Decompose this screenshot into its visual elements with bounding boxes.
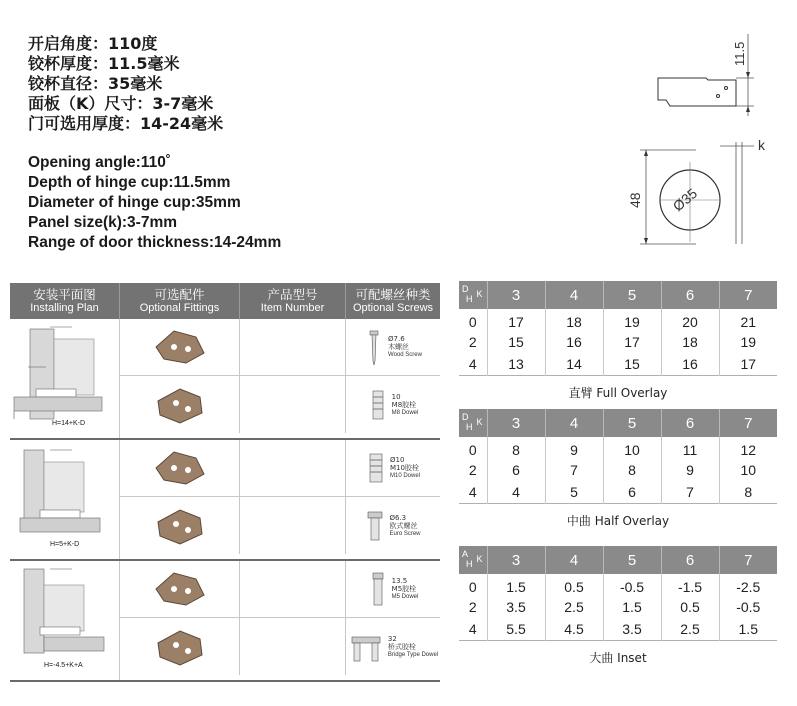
cup-depth-label: 11.5 (732, 41, 747, 66)
fitting-row (120, 319, 440, 376)
installing-plan-drawing (10, 561, 120, 680)
col-k-6: 6 (661, 281, 719, 309)
mounting-plate-image (120, 497, 240, 554)
screw-dim: 32 (387, 634, 397, 643)
table-row: 4 13 14 15 16 17 (459, 353, 777, 375)
table-corner: A H K (459, 546, 487, 574)
screw-name-cn: M5胶栓 (391, 585, 417, 593)
screw-dim: Ø7.6 (388, 335, 405, 343)
cup-top-drawing (620, 132, 780, 257)
item-number-cell (240, 440, 346, 496)
fitting-row (120, 497, 440, 554)
table-row: 4 5.5 4.5 3.5 2.5 1.5 (459, 618, 777, 640)
specs-english (28, 153, 281, 253)
mounting-plate-image (120, 618, 240, 675)
table-row: 2 3.5 2.5 1.5 0.5 -0.5 (459, 596, 777, 618)
inset-table (459, 546, 777, 666)
spec-cup-diameter-cn: 铰杯直径：35毫米 (28, 74, 163, 93)
header-optional-screws: 可配螺丝种类 Optional Screws (352, 286, 434, 314)
spec-door-thickness: Range of door thickness:14-24mm (28, 234, 282, 251)
fittings-table-header (10, 283, 440, 319)
formula-label: H=14+K-D (52, 420, 86, 427)
col-k-7: 7 (719, 409, 777, 437)
formula-label: H=-4.5+K+A (44, 662, 83, 669)
table-row: 0 17 18 19 20 21 (459, 309, 777, 331)
screw-name-en: M8 Dowel (391, 409, 419, 416)
table-row: 2 6 7 8 9 10 (459, 459, 777, 481)
item-number-cell (240, 618, 346, 675)
screw-name-en: Euro Screw (389, 530, 421, 537)
col-k-5: 5 (603, 409, 661, 437)
specs-chinese (28, 34, 223, 134)
installing-plan-drawing (10, 319, 120, 438)
fitting-row (120, 440, 440, 497)
item-number-cell (240, 561, 346, 617)
fitting-group-inset (10, 561, 440, 682)
item-number-cell (240, 376, 346, 433)
screw-name-cn: M8胶栓 (391, 400, 417, 409)
spec-opening-angle: Opening angle:110˚ (28, 154, 171, 171)
height-label: 48 (627, 192, 643, 208)
col-k-6: 6 (661, 409, 719, 437)
col-k-5: 5 (603, 281, 661, 309)
table-row: 0 1.5 0.5 -0.5 -1.5 -2.5 (459, 574, 777, 596)
header-item-number: 产品型号 Item Number (240, 283, 346, 319)
item-number-cell (240, 319, 346, 375)
screw-name-en: M10 Dowel (389, 473, 420, 479)
col-k-6: 6 (661, 546, 719, 574)
mounting-plate-image (120, 561, 240, 617)
screw-name-cn: M10胶栓 (389, 464, 419, 472)
screw-dim: 13.5 (391, 577, 408, 585)
screw-name-cn: 桥式胶栓 (387, 642, 416, 651)
cup-side-drawing (640, 20, 790, 120)
fittings-table (10, 283, 440, 682)
table-caption: 直臂 Full Overlay (568, 385, 668, 400)
fitting-group-half-overlay (10, 440, 440, 561)
table-row: 4 4 5 6 7 8 (459, 481, 777, 503)
col-k-4: 4 (545, 409, 603, 437)
fitting-group-full-overlay (10, 319, 440, 440)
screw-dim: Ø6.3 (389, 513, 407, 522)
spec-cup-diameter: Diameter of hinge cup:35mm (28, 194, 241, 211)
k-label: k (758, 137, 765, 153)
screw-name-cn: 欧式螺丝 (389, 521, 418, 530)
screw-name-cn: 木螺丝 (388, 343, 410, 351)
spec-cup-depth: Depth of hinge cup:11.5mm (28, 174, 231, 191)
screw-m5-dowel (346, 561, 440, 617)
header-installing-plan: 安装平面图 Installing Plan (10, 283, 120, 319)
col-k-3: 3 (487, 409, 545, 437)
table-caption: 中曲 Half Overlay (566, 513, 670, 528)
screw-name-en: M5 Dowel (391, 594, 419, 600)
col-k-7: 7 (719, 281, 777, 309)
table-caption: 大曲 Inset (589, 650, 647, 665)
col-k-5: 5 (603, 546, 661, 574)
fitting-row (120, 618, 440, 675)
spec-opening-angle-cn: 开启角度：110度 (28, 34, 158, 53)
screw-wood (346, 319, 440, 375)
full-overlay-table (459, 281, 777, 401)
table-corner: D H K (459, 409, 487, 437)
table-row: 0 8 9 10 11 12 (459, 437, 777, 459)
screw-name-en: Bridge Type Dowel (387, 651, 439, 658)
col-k-7: 7 (719, 546, 777, 574)
screw-euro (346, 497, 440, 554)
screw-dim: Ø10 (389, 456, 405, 464)
table-corner: D H K (459, 281, 487, 309)
screw-m10-dowel (346, 440, 440, 496)
col-k-4: 4 (545, 546, 603, 574)
installing-plan-drawing (10, 440, 120, 559)
item-number-cell (240, 497, 346, 554)
mounting-plate-image (120, 376, 240, 433)
screw-dim: 10 (391, 392, 401, 401)
fitting-row (120, 376, 440, 433)
fitting-row (120, 561, 440, 618)
col-k-3: 3 (487, 546, 545, 574)
col-k-3: 3 (487, 281, 545, 309)
formula-label: H=5+K-D (50, 541, 80, 548)
spec-panel-size: Panel size(k):3-7mm (28, 214, 178, 231)
screw-bridge-dowel (346, 618, 440, 675)
mounting-plate-image (120, 319, 240, 375)
half-overlay-table (459, 409, 777, 529)
spec-panel-size-cn: 面板（K）尺寸：3-7毫米 (28, 94, 214, 113)
diameter-label: Ø35 (669, 185, 701, 215)
spec-door-thickness-cn: 门可选用厚度：14-24毫米 (28, 114, 224, 133)
screw-m8-dowel (346, 376, 440, 433)
header-optional-fittings: 可选配件 Optional Fittings (120, 283, 240, 319)
table-row: 2 15 16 17 18 19 (459, 331, 777, 353)
mounting-plate-image (120, 440, 240, 496)
screw-name-en: Wood Screw (388, 352, 422, 358)
col-k-4: 4 (545, 281, 603, 309)
spec-cup-depth-cn: 铰杯厚度：11.5毫米 (28, 54, 180, 73)
